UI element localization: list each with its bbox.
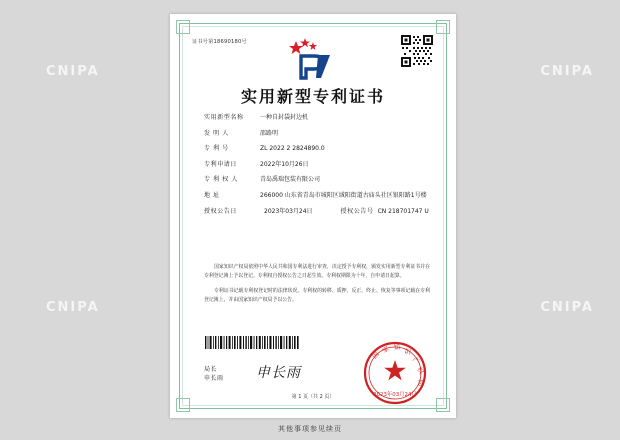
field-label: 地 址 [204,191,220,199]
field-label: 发 明 人 [204,129,229,137]
signature-label [204,366,224,383]
field-row [204,114,430,122]
page-number: 第 1 页（共 2 页） [291,394,335,400]
seal-date: 2023年03月24日 [373,392,417,398]
field-value: 邵路明 [260,129,279,137]
grant-date-value: 2023年03月24日 [264,207,313,215]
legal-paragraph: 国家知识产权局依照中华人民共和国专利法进行审查，决定授予专利权，颁发实用新型专利证书并在专利登记簿上予以登记。专利权自授权公告之日起生效。专利权期限为十年，自申请日起算。 [204,264,430,279]
corner-ornament-icon [176,398,190,412]
legal-paragraph: 专利证书记载专利权登记时的法律状况。专利权的转移、质押、反正、终止、恢复等事项记载在专利登记簿上，并由国家知识产权局予以公告。 [204,288,430,303]
grant-number-label: 授权公告号 [340,207,374,215]
svg-text:局: 局 [416,378,426,387]
field-row [204,161,430,169]
certificate-number: 证书号第18690180号 [192,39,247,45]
barcode-icon [204,336,300,349]
grant-date-label: 授权公告日 [204,207,238,215]
field-value: ZL 2022 2 2824890.0 [260,145,325,153]
field-label: 专利申请日 [204,160,238,168]
field-row [204,145,430,153]
cnipa-emblem-icon [287,36,339,80]
field-value: 青岛禹瑞包装有限公司 [260,176,321,184]
backdrop-watermark: CNIPA [46,300,100,315]
signature-label-line2: 申长雨 [204,374,224,382]
legal-text [204,263,430,311]
field-label: 专 利 号 [204,145,229,153]
svg-text:识: 识 [403,347,412,357]
field-value: 2022年10月26日 [260,160,309,168]
field-value: 266000 山东省青岛市城阳区域阳街道古庙头社区银阳路1号楼 [260,191,427,199]
certificate-page [170,14,456,418]
signature-label-line1: 局长 [204,366,218,373]
corner-ornament-icon [176,20,190,34]
svg-text:国: 国 [370,350,381,361]
grant-number-value: CN 218701747 U [377,207,429,215]
grant-row [204,208,430,216]
qr-code-icon [400,34,434,68]
svg-text:产: 产 [410,355,421,366]
page-title: 实用新型专利证书 [240,87,385,106]
handwritten-signature: 申长雨 [256,365,301,381]
backdrop-watermark: CNIPA [46,64,100,79]
backdrop-watermark: CNIPA [540,300,594,315]
svg-text:知: 知 [392,342,401,352]
corner-ornament-icon [436,20,450,34]
field-row [204,176,430,184]
svg-text:家: 家 [381,344,391,355]
footer-note: 其他事项参见续页 [278,425,342,433]
field-row [204,130,430,138]
field-list [204,114,430,223]
field-label: 专 利 权 人 [204,176,238,184]
corner-ornament-icon [436,398,450,412]
backdrop-watermark: CNIPA [540,64,594,79]
field-row [204,192,430,200]
field-value: 一种自封袋封边机 [260,114,309,121]
svg-text:权: 权 [415,365,426,376]
field-label: 实用新型名称 [204,114,244,121]
